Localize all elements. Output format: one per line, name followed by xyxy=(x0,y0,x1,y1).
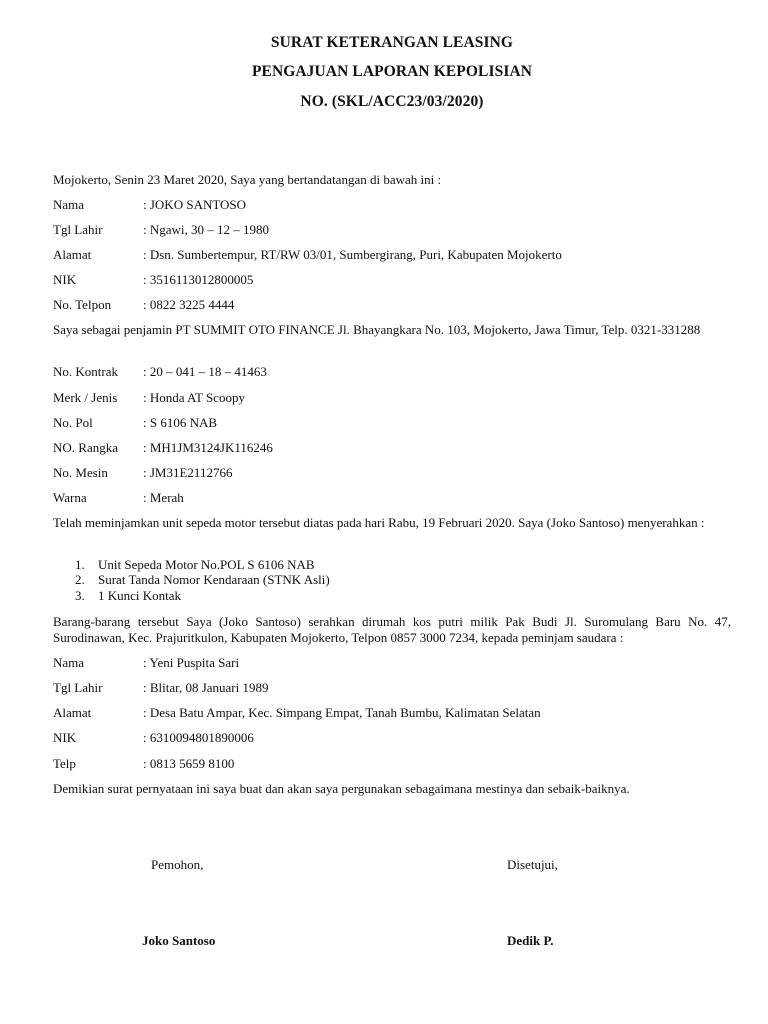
field-label: No. Pol xyxy=(53,415,93,430)
vehicle-plate-row xyxy=(53,415,731,430)
field-label: Nama xyxy=(53,655,85,670)
field-value: : Desa Batu Ampar, Kec. Simpang Empat, Tanah Bumbu, Kalimatan Selatan xyxy=(143,705,541,720)
field-value: : Honda AT Scoopy xyxy=(143,390,245,405)
list-text: Unit Sepeda Motor No.POL S 6106 NAB xyxy=(98,557,315,572)
field-value: : Dsn. Sumbertempur, RT/RW 03/01, Sumbergirang, Puri, Kabupaten Mojokerto xyxy=(143,247,562,262)
vehicle-contract-row xyxy=(53,364,731,379)
borrower-name-row xyxy=(53,655,731,670)
field-value: : 0822 3225 4444 xyxy=(143,297,235,312)
field-value: : Merah xyxy=(143,490,184,505)
borrower-birth-row xyxy=(53,680,731,695)
approver-signature-name: Dedik P. xyxy=(507,933,554,948)
guarantor-nik-row xyxy=(53,272,731,287)
list-text: Surat Tanda Nomor Kendaraan (STNK Asli) xyxy=(98,572,330,587)
handed-item xyxy=(75,557,315,572)
field-label: No. Kontrak xyxy=(53,364,118,379)
guarantor-phone-row xyxy=(53,297,731,312)
field-value: : Ngawi, 30 – 12 – 1980 xyxy=(143,222,270,237)
field-label: Tgl Lahir xyxy=(53,680,103,695)
field-value: : S 6106 NAB xyxy=(143,415,218,430)
list-number: 2. xyxy=(75,572,85,587)
document-number: NO. (SKL/ACC23/03/2020) xyxy=(300,93,484,110)
field-label: NIK xyxy=(53,730,77,745)
handed-item xyxy=(75,588,181,603)
guarantor-name-row xyxy=(53,197,731,212)
field-value: : JOKO SANTOSO xyxy=(143,197,247,212)
approver-role: Disetujui, xyxy=(507,857,558,872)
vehicle-engine-row xyxy=(53,465,731,480)
borrower-address-row xyxy=(53,705,731,720)
field-label: Alamat xyxy=(53,247,92,262)
field-label: No. Mesin xyxy=(53,465,108,480)
loan-statement: Telah meminjamkan unit sepeda motor tersebut diatas pada hari Rabu, 19 Februari 2020. Saya (Joko Santoso) menyerahkan : xyxy=(53,515,705,530)
field-label: NO. Rangka xyxy=(53,440,118,455)
list-number: 1. xyxy=(75,557,85,572)
guarantor-statement: Saya sebagai penjamin PT SUMMIT OTO FINANCE Jl. Bhayangkara No. 103, Mojokerto, Jawa Timur, Telp. 0321-331288 xyxy=(53,322,701,337)
field-value: : Yeni Puspita Sari xyxy=(143,655,240,670)
vehicle-brand-row xyxy=(53,390,731,405)
handover-statement: Barang-barang tersebut Saya (Joko Santoso) serahkan dirumah kos putri milik Pak Budi Jl. Suromulang Baru No. 47, Surodinawan, Kec. Prajuritkulon, Kabupaten Mojokerto, Telpon 0857 3000 7234, kepada peminjam saudara : xyxy=(53,614,731,645)
list-text: 1 Kunci Kontak xyxy=(98,588,182,603)
field-value: : 20 – 041 – 18 – 41463 xyxy=(143,364,267,379)
opening-line: Mojokerto, Senin 23 Maret 2020, Saya yang bertandatangan di bawah ini : xyxy=(53,172,442,187)
field-value: : JM31E2112766 xyxy=(143,465,233,480)
field-label: No. Telpon xyxy=(53,297,112,312)
document-title: SURAT KETERANGAN LEASING xyxy=(270,34,514,51)
field-label: Warna xyxy=(53,490,87,505)
field-label: Alamat xyxy=(53,705,92,720)
guarantor-address-row xyxy=(53,247,731,262)
list-number: 3. xyxy=(75,588,85,603)
applicant-signature-name: Joko Santoso xyxy=(142,933,216,948)
guarantor-birth-row xyxy=(53,222,731,237)
field-label: NIK xyxy=(53,272,77,287)
field-label: Tgl Lahir xyxy=(53,222,103,237)
field-value: : MH1JM3124JK116246 xyxy=(143,440,273,455)
field-value: : 3516113012800005 xyxy=(143,272,254,287)
field-value: : 0813 5659 8100 xyxy=(143,756,235,771)
borrower-phone-row xyxy=(53,756,731,771)
vehicle-color-row xyxy=(53,490,731,505)
applicant-role: Pemohon, xyxy=(151,857,204,872)
handed-item xyxy=(75,572,330,587)
field-label: Nama xyxy=(53,197,85,212)
field-value: : 6310094801890006 xyxy=(143,730,254,745)
vehicle-frame-row xyxy=(53,440,731,455)
field-value: : Blitar, 08 Januari 1989 xyxy=(143,680,269,695)
field-label: Merk / Jenis xyxy=(53,390,118,405)
field-label: Telp xyxy=(53,756,76,771)
closing-statement: Demikian surat pernyataan ini saya buat dan akan saya pergunakan sebagaimana mestinya dan sebaik-baiknya. xyxy=(53,781,630,796)
borrower-nik-row xyxy=(53,730,731,745)
document-subtitle: PENGAJUAN LAPORAN KEPOLISIAN xyxy=(251,63,533,80)
